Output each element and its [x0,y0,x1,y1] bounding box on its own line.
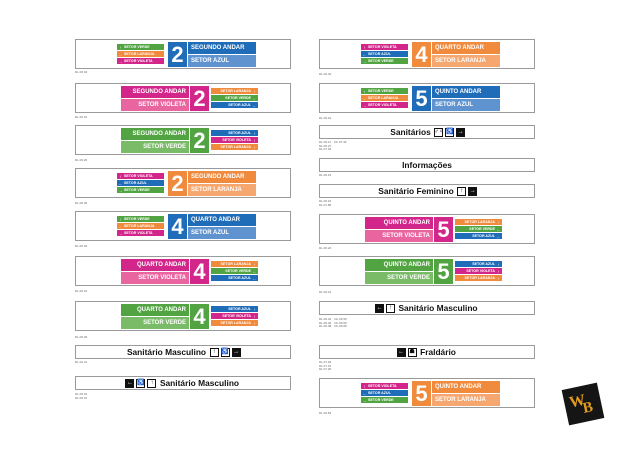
sector-item [117,58,164,64]
sector-label: SETOR VIOLETA [222,138,251,142]
sector-item [117,230,164,236]
sector-label: SETOR AZUL [472,262,495,266]
sector-label: SETOR VIOLETA [124,59,153,63]
sign-quinto-andar-setor-verde [319,256,535,286]
sign-code: DL.02.21 [75,360,88,364]
sector-banner: SETOR AZUL [432,99,500,111]
floor-banner: SEGUNDO ANDAR [121,128,189,140]
sector-banner: SETOR LARANJA [188,184,256,196]
sector-label: SETOR VIOLETA [124,231,153,235]
up-arrow-icon: ↑ [119,216,122,222]
sign-quinto-andar-setor-laranja [319,378,535,408]
up-arrow-icon: ↑ [497,275,500,281]
right-arrow: → [457,128,464,135]
sign-code: DL.06.16 DL.07.80 [319,199,332,207]
up-arrow-icon: ↑ [253,130,256,136]
up-arrow: ↑ [457,187,466,196]
sign-code: DL.06.10 [319,116,332,120]
sector-label: SETOR VIOLETA [368,45,397,49]
sector-item [117,51,164,57]
up-arrow-icon: ↑ [497,219,500,225]
floor-number: 2 [168,42,187,67]
right-arrow-icon: → [118,58,123,64]
sign-sanitario-masculino-accessible [75,376,291,390]
sector-item [117,173,164,179]
up-arrow: ↑ [386,304,395,313]
sector-label: SETOR LARANJA [220,262,251,266]
left-arrow-icon: ← [252,95,257,101]
sign-fraldario [319,345,535,359]
left-arrow-icon: ← [362,51,367,57]
up-arrow-icon: ↑ [497,268,500,274]
left-arrow: ← [398,348,405,355]
sector-item [117,223,164,229]
sign-label: Sanitário Masculino [159,378,240,388]
sign-label: Informações [402,160,452,170]
sector-label: SETOR VERDE [124,188,150,192]
sector-label: SETOR VERDE [368,89,394,93]
left-arrow-icon: ← [496,226,501,232]
sector-list [117,216,164,237]
left-arrow-icon: ← [362,390,367,396]
logo-letter-b: B [581,399,595,417]
sign-code: DL.07.04 DL.07.07 DL.07.20 [319,360,332,372]
sector-item [211,130,258,136]
sector-item [211,320,258,326]
floor-number: 2 [190,86,209,111]
sector-item [361,58,408,64]
sector-item [211,268,258,274]
sector-item [117,216,164,222]
floor-number: 5 [434,217,453,242]
floor-banner: QUINTO ANDAR [432,381,500,393]
sign-label: Sanitário Masculino [126,347,207,357]
up-arrow: ↑ [147,379,156,388]
sector-item [361,383,408,389]
sign-code: DL.06.36 [75,201,88,205]
sign-informacoes [319,158,535,172]
sign-code: DL.06.26 [75,158,88,162]
sector-label: SETOR VERDE [124,45,150,49]
sector-label: SETOR VIOLETA [466,269,495,273]
sector-label: SETOR LARANJA [220,89,251,93]
sign-code: DL.06.22 [319,246,332,250]
left-arrow-icon: ← [118,180,123,186]
sign-segundo-andar-setor-verde [75,125,291,155]
up-arrow-icon: ↑ [119,173,122,179]
sector-label: SETOR AZUL [368,391,391,395]
sign-label: Sanitários [390,127,431,137]
restroom-icon: ♂♀ [434,128,444,135]
sign-label: Sanitário Masculino [398,303,478,313]
right-arrow-icon: → [362,58,367,64]
right-arrow: → [233,348,240,355]
sector-item [211,95,258,101]
sector-label: SETOR AZUL [472,234,495,238]
floor-number: 5 [412,86,431,111]
sector-item [361,397,408,403]
up-arrow: ↑ [210,348,219,357]
floor-banner: QUINTO ANDAR [432,86,500,98]
floor-number: 4 [168,214,187,239]
up-arrow-icon: ↑ [253,320,256,326]
floor-number: 2 [190,128,209,153]
sign-sanitarios [319,125,535,139]
sector-label: SETOR LARANJA [220,321,251,325]
sector-label: SETOR VERDE [368,59,394,63]
sign-segundo-andar-setor-azul [75,39,291,69]
sign-quarto-andar-setor-verde [75,301,291,331]
floor-number: 2 [168,171,187,196]
sector-item [211,144,258,150]
sector-label: SETOR VERDE [469,227,495,231]
floor-number: 4 [190,259,209,284]
up-arrow-icon: ↑ [119,44,122,50]
up-arrow-icon: ↑ [253,261,256,267]
up-arrow-icon: ↑ [363,44,366,50]
sector-banner: SETOR LARANJA [432,55,500,67]
wheelchair-icon: ♿ [446,128,454,135]
sector-label: SETOR VIOLETA [368,384,397,388]
sign-code: DL.06.16 [75,289,88,293]
sector-item [361,51,408,57]
up-arrow-icon: ↑ [363,88,366,94]
sector-item [361,390,408,396]
sector-item [455,268,502,274]
right-arrow: → [469,187,476,194]
sector-banner: SETOR AZUL [188,55,256,67]
sign-code: DL.05.01 DL.05.07 [75,392,88,400]
sector-list [117,44,164,65]
sector-list [211,88,258,109]
sector-banner: SETOR VERDE [365,272,433,284]
floor-banner: QUARTO ANDAR [188,214,256,226]
floor-number: 5 [412,381,431,406]
sector-label: SETOR VERDE [124,217,150,221]
logo-letter-w: W [567,391,587,412]
floor-number: 4 [190,304,209,329]
sector-label: SETOR LARANJA [124,52,155,56]
sector-item [117,187,164,193]
sign-quarto-andar-setor-laranja [319,39,535,69]
sector-list [455,261,502,282]
sector-label: SETOR LARANJA [124,224,155,228]
sector-item [361,95,408,101]
sign-code: DL.06.04 [75,70,88,74]
up-arrow-icon: ↑ [253,137,256,143]
sign-sanitario-masculino [75,345,291,359]
left-arrow-icon: ← [252,268,257,274]
sector-label: SETOR AZUL [228,276,251,280]
sector-item [455,275,502,281]
up-arrow-icon: ↑ [253,88,256,94]
sign-label: Sanitário Feminino [378,186,454,196]
sector-item [455,226,502,232]
right-arrow-icon: → [118,230,123,236]
sign-quarto-andar-setor-azul [75,211,291,241]
sector-label: SETOR VERDE [368,398,394,402]
left-arrow: ← [126,379,133,386]
sector-label: SETOR VIOLETA [368,103,397,107]
sector-item [455,261,502,267]
left-arrow-icon: ← [252,102,257,108]
sector-item [117,44,164,50]
sector-label: SETOR LARANJA [368,96,399,100]
floor-banner: QUARTO ANDAR [432,42,500,54]
sector-item [211,102,258,108]
sign-code: DL.06.15 [319,173,332,177]
sector-list [455,219,502,240]
sector-label: SETOR AZUL [228,103,251,107]
sector-item [211,137,258,143]
sector-banner: SETOR LARANJA [432,394,500,406]
up-arrow-icon: ↑ [363,383,366,389]
sector-list [211,306,258,327]
sector-label: SETOR LARANJA [220,145,251,149]
sector-list [211,261,258,282]
sector-item [361,88,408,94]
sector-label: SETOR LARANJA [464,276,495,280]
sign-code: DL.06.53 [319,411,332,415]
floor-number: 5 [434,259,453,284]
sector-banner: SETOR VIOLETA [121,272,189,284]
left-arrow: ← [376,304,383,311]
sector-label: SETOR AZUL [228,307,251,311]
sector-banner: SETOR AZUL [188,227,256,239]
sector-item [117,180,164,186]
sector-label: SETOR AZUL [368,52,391,56]
sector-item [211,313,258,319]
left-arrow-icon: ← [496,233,501,239]
sector-list [117,173,164,194]
sign-code: DL.06.26 [75,335,88,339]
floor-banner: QUARTO ANDAR [121,259,189,271]
left-arrow-icon: ← [252,275,257,281]
sector-list [361,383,408,404]
sign-code: DL.06.41 [319,290,332,294]
sign-sanitario-feminino [319,184,535,198]
sector-item [361,44,408,50]
right-arrow-icon: → [362,102,367,108]
sector-list [361,44,408,65]
floor-banner: QUINTO ANDAR [365,217,433,229]
sector-label: SETOR VERDE [225,269,251,273]
floor-banner: SEGUNDO ANDAR [121,86,189,98]
sector-banner: SETOR VIOLETA [365,230,433,242]
sign-code: DL.06.16 [75,115,88,119]
sector-label: SETOR LARANJA [464,220,495,224]
baby-change-icon: ☗ [409,348,415,355]
sector-item [455,219,502,225]
sector-item [211,275,258,281]
sign-code: DL.06.42 [319,72,332,76]
sector-label: SETOR VIOLETA [124,174,153,178]
sector-label: SETOR VERDE [225,96,251,100]
sign-quinto-andar-setor-violeta [319,214,535,244]
sector-banner: SETOR VERDE [121,317,189,329]
wheelchair-icon: ♿ [221,348,229,355]
sector-banner: SETOR VIOLETA [121,99,189,111]
sign-code: DL.06.11 DL.07.46 DL.06.27 DL.07.16 [319,140,347,152]
sector-banner: SETOR VERDE [121,141,189,153]
sign-sanitario-masculino-right [319,301,535,315]
sector-item [211,306,258,312]
up-arrow-icon: ↑ [497,261,500,267]
sector-item [211,88,258,94]
sign-label: Fraldário [420,347,456,357]
sign-code: DL.06.04 [75,244,88,248]
wheelchair-icon: ♿ [137,379,145,386]
floor-banner: SEGUNDO ANDAR [188,171,256,183]
sector-item [211,261,258,267]
sign-segundo-andar-setor-laranja [75,168,291,198]
sign-quarto-andar-setor-violeta [75,256,291,286]
sector-label: SETOR VIOLETA [222,314,251,318]
left-arrow-icon: ← [362,95,367,101]
up-arrow-icon: ↑ [253,144,256,150]
right-arrow-icon: → [362,397,367,403]
sector-item [361,102,408,108]
sector-item [455,233,502,239]
left-arrow-icon: ← [118,51,123,57]
sector-list [211,130,258,151]
sign-quinto-andar-setor-azul [319,83,535,113]
sector-label: SETOR AZUL [228,131,251,135]
sign-segundo-andar-setor-violeta [75,83,291,113]
left-arrow-icon: ← [118,223,123,229]
floor-number: 4 [412,42,431,67]
floor-banner: SEGUNDO ANDAR [188,42,256,54]
floor-banner: QUINTO ANDAR [365,259,433,271]
right-arrow-icon: → [118,187,123,193]
floor-banner: QUARTO ANDAR [121,304,189,316]
up-arrow-icon: ↑ [253,306,256,312]
sector-list [361,88,408,109]
sector-label: SETOR AZUL [124,181,147,185]
sign-code: DL.06.42 DL.06.50 DL.06.46 DL.06.60 DL.06.48 DL.06.69 [319,317,347,329]
brand-logo [562,383,605,426]
up-arrow-icon: ↑ [253,313,256,319]
